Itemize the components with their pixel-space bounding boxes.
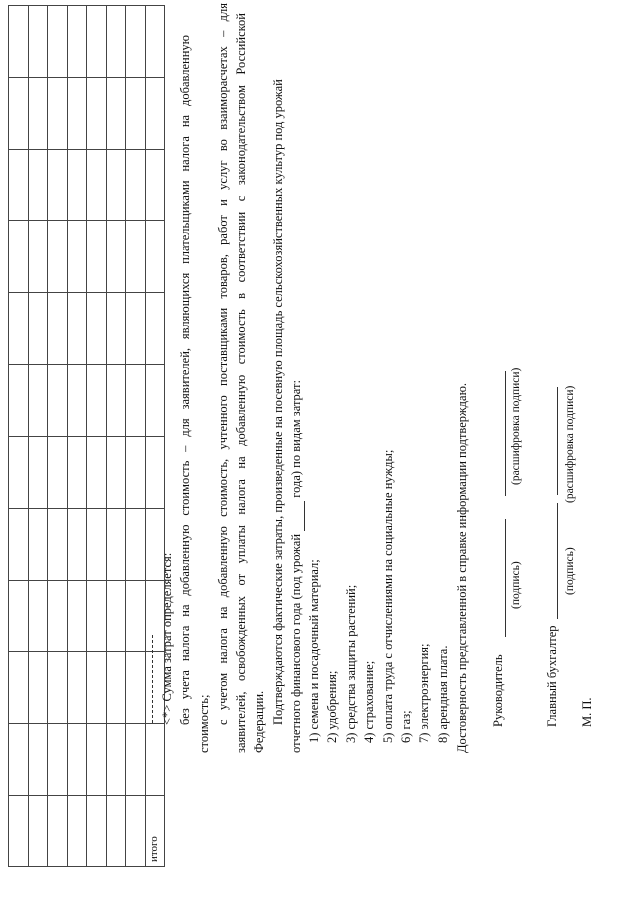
table-cell <box>106 293 126 365</box>
table-cell <box>87 293 107 365</box>
table-cell <box>67 221 87 293</box>
table-cell <box>87 6 107 78</box>
table-cell <box>87 724 107 796</box>
table-cell <box>126 293 146 365</box>
table-cell <box>126 652 146 724</box>
table-cell <box>9 293 29 365</box>
table-cell <box>106 652 126 724</box>
footnote-case2-line1: с учетом налога на добавленную стоимость, учтенного поставщиками товаров, работ и услуг во взаиморасчетах – для <box>216 3 230 725</box>
table-cell <box>48 293 68 365</box>
table-row <box>67 6 87 867</box>
table-cell <box>145 293 165 365</box>
table-row <box>28 6 48 867</box>
table-cell <box>48 365 68 437</box>
table-row <box>87 6 107 867</box>
table-cell <box>28 796 48 867</box>
table-cell <box>106 6 126 78</box>
expense-item: 3) средства защиты растений; <box>343 584 358 743</box>
expenses-table-body <box>9 6 165 867</box>
table-cell <box>87 796 107 867</box>
table-cell <box>9 796 29 867</box>
table-cell <box>106 508 126 580</box>
table-cell <box>67 436 87 508</box>
table-cell <box>126 508 146 580</box>
footnote-case2-line3: Федерации. <box>252 690 266 753</box>
table-cell <box>87 580 107 652</box>
table-cell <box>48 652 68 724</box>
table-cell <box>106 724 126 796</box>
stamp-label: М. П. <box>580 697 594 727</box>
expense-item: 7) электроэнергия; <box>417 643 432 743</box>
accountant-decoding-caption: (расшифровка подписи) <box>564 385 576 503</box>
table-cell <box>9 652 29 724</box>
expense-item: 4) страхование; <box>362 660 377 743</box>
table-cell <box>9 149 29 221</box>
table-cell <box>145 77 165 149</box>
table-cell <box>48 508 68 580</box>
table-cell <box>87 652 107 724</box>
table-cell <box>9 508 29 580</box>
table-cell <box>48 221 68 293</box>
table-cell <box>145 6 165 78</box>
expense-item: 6) газ; <box>399 710 413 743</box>
table-cell <box>67 365 87 437</box>
table-cell <box>28 221 48 293</box>
table-cell <box>28 724 48 796</box>
table-cell <box>87 149 107 221</box>
head-label: Руководитель <box>491 654 505 727</box>
harvest-year-blank <box>289 501 305 531</box>
table-cell <box>126 6 146 78</box>
table-row <box>9 6 29 867</box>
table-cell <box>126 365 146 437</box>
expense-item: 1) семена и посадочный материал; <box>307 559 321 743</box>
table-cell <box>67 724 87 796</box>
table-cell <box>106 221 126 293</box>
confirm-line2-start: отчетного финансового года (под урожай <box>289 533 303 753</box>
table-cell <box>48 149 68 221</box>
table-cell <box>126 580 146 652</box>
accountant-label: Главный бухгалтер <box>545 625 559 727</box>
table-cell <box>67 508 87 580</box>
table-cell <box>126 77 146 149</box>
table-cell <box>28 436 48 508</box>
table-cell <box>48 796 68 867</box>
table-cell <box>28 6 48 78</box>
table-cell <box>87 221 107 293</box>
total-label: итого <box>145 796 165 867</box>
reliability-statement: Достоверность представленной в справке информации подтверждаю. <box>455 382 469 753</box>
expense-item: 8) арендная плата. <box>435 645 450 743</box>
table-cell <box>67 149 87 221</box>
accountant-decoding-line <box>557 387 558 495</box>
table-cell <box>106 796 126 867</box>
head-signature-line <box>505 519 506 637</box>
table-cell <box>9 6 29 78</box>
accountant-signature-caption: (подпись) <box>564 547 576 595</box>
table-cell <box>87 365 107 437</box>
table-cell <box>126 149 146 221</box>
confirm-line2 <box>289 380 305 753</box>
table-cell <box>106 436 126 508</box>
head-decoding-line <box>505 371 506 496</box>
table-cell <box>67 293 87 365</box>
head-signature-caption: (подпись) <box>510 561 522 609</box>
table-cell <box>106 365 126 437</box>
table-cell <box>9 436 29 508</box>
table-cell <box>145 365 165 437</box>
table-cell <box>67 6 87 78</box>
table-cell <box>28 508 48 580</box>
table-cell <box>28 149 48 221</box>
table-cell <box>87 508 107 580</box>
accountant-signature-line <box>557 503 558 619</box>
table-cell <box>28 77 48 149</box>
table-cell <box>106 149 126 221</box>
table-cell <box>145 724 165 796</box>
confirm-line1: Подтверждаются фактические затраты, произведенные на посевную площадь сельскохозяйственных культур под урожай <box>271 79 285 725</box>
table-row <box>48 6 68 867</box>
table-cell <box>145 149 165 221</box>
table-cell <box>67 580 87 652</box>
table-row <box>106 6 126 867</box>
table-cell <box>126 221 146 293</box>
table-row <box>126 6 146 867</box>
table-cell <box>126 436 146 508</box>
table-row <box>145 6 165 867</box>
table-cell <box>145 436 165 508</box>
table-cell <box>48 6 68 78</box>
table-cell <box>48 580 68 652</box>
table-cell <box>145 221 165 293</box>
table-cell <box>28 580 48 652</box>
table-cell <box>126 796 146 867</box>
table-cell <box>67 796 87 867</box>
table-cell <box>67 652 87 724</box>
expense-item: 5) оплата труда с отчислениями на социальные нужды; <box>380 449 395 743</box>
head-decoding-caption: (расшифровка подписи) <box>510 367 522 485</box>
expense-item: 2) удобрения; <box>325 670 340 743</box>
footnote-case2-line2: заявителей, освобожденных от уплаты налога на добавленную стоимость в соответствии с законодательством Российской <box>234 13 248 753</box>
table-cell <box>126 724 146 796</box>
footnote-case1-line1: без учета налога на добавленную стоимость – для заявителей, являющихся плательщиками налога на добавленную <box>178 35 192 725</box>
table-cell <box>9 221 29 293</box>
table-cell <box>9 77 29 149</box>
footnote-case1-line2: стоимость; <box>197 694 211 753</box>
table-cell <box>28 293 48 365</box>
table-cell <box>48 77 68 149</box>
table-cell <box>48 724 68 796</box>
footnote-separator <box>152 635 153 723</box>
table-cell <box>9 365 29 437</box>
expenses-table <box>8 5 165 867</box>
footnote-marker-line: <*> Сумма затрат определяется: <box>160 552 174 725</box>
table-cell <box>87 436 107 508</box>
table-cell <box>48 436 68 508</box>
table-cell <box>9 580 29 652</box>
table-cell <box>106 77 126 149</box>
table-cell <box>28 652 48 724</box>
table-cell <box>9 724 29 796</box>
table-cell <box>106 580 126 652</box>
table-cell <box>28 365 48 437</box>
confirm-line2-end: года) по видам затрат: <box>289 380 303 498</box>
table-cell <box>87 77 107 149</box>
table-cell <box>67 77 87 149</box>
